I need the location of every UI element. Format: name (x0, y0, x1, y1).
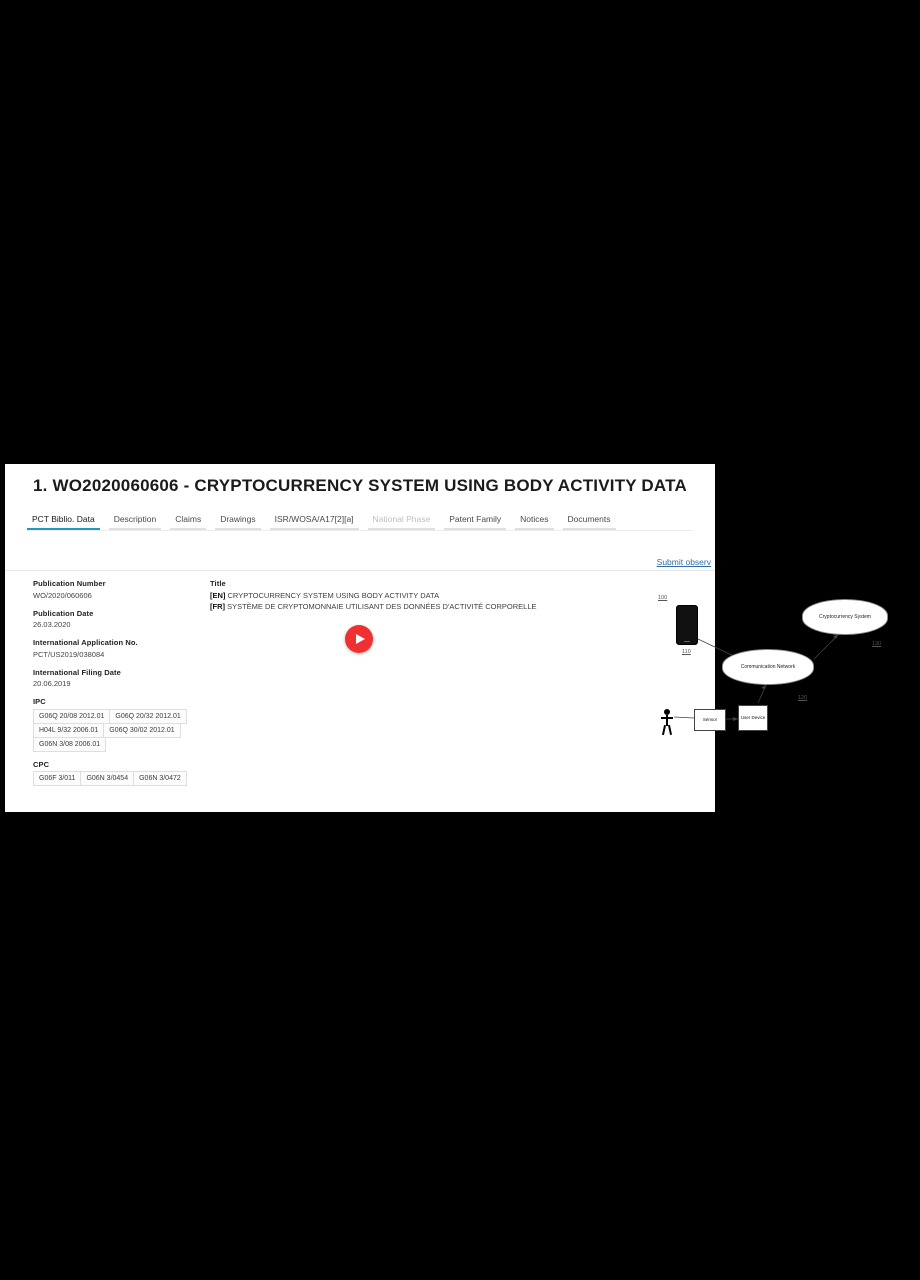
box-sensor: Sensor (694, 709, 726, 731)
tab-patent-family[interactable]: Patent Family (444, 514, 506, 530)
tab-pct-biblio-data[interactable]: PCT Biblio. Data (27, 514, 100, 530)
submit-observation-link[interactable]: Submit observ (656, 557, 711, 567)
field-cpc (33, 760, 210, 786)
cpc-chip[interactable]: G06N 3/0472 (133, 771, 187, 786)
figure-ref-130: 130 (872, 641, 882, 647)
ipc-chip[interactable]: G06N 3/08 2006.01 (33, 737, 106, 752)
ipc-code-list (33, 709, 210, 751)
field-international-application-no (33, 638, 210, 659)
figure-ref-110: 110 (682, 649, 691, 655)
cloud-cryptocurrency-system: Cryptocurrency System (802, 599, 888, 635)
ipc-chip[interactable]: G06Q 30/02 2012.01 (103, 723, 180, 738)
field-publication-number (33, 579, 210, 600)
international-filing-date-label: International Filing Date (33, 667, 121, 677)
play-triangle-icon (356, 634, 365, 644)
biblio-content (5, 571, 882, 794)
title-label: Title (210, 579, 226, 588)
field-ipc (33, 697, 210, 751)
tab-documents[interactable]: Documents (563, 514, 616, 530)
cpc-chip[interactable]: G06F 3/011 (33, 771, 81, 786)
smartphone-illustration (676, 605, 698, 645)
page-title: 1. WO2020060606 - CRYPTOCURRENCY SYSTEM USING BODY ACTIVITY DATA (33, 476, 687, 495)
tab-national-phase: National Phase (368, 514, 436, 530)
figure-ref-120: 120 (798, 695, 808, 701)
document-tabs[interactable] (5, 506, 715, 530)
field-international-filing-date (33, 668, 210, 689)
tab-notices[interactable]: Notices (515, 514, 553, 530)
observation-row (5, 543, 715, 571)
tab-claims[interactable]: Claims (170, 514, 206, 530)
tab-drawings[interactable]: Drawings (215, 514, 260, 530)
ipc-chip[interactable]: H04L 9/32 2006.01 (33, 723, 104, 738)
international-application-no-value: PCT/US2019/038084 (33, 649, 105, 659)
biblio-right-column (210, 579, 882, 794)
patent-figure (630, 587, 920, 757)
panel-bottom-fade (5, 808, 715, 812)
ipc-chip[interactable]: G06Q 20/08 2012.01 (33, 709, 110, 724)
cloud-communication-network: Communication Network (722, 649, 814, 685)
person-icon (660, 709, 674, 735)
ipc-label: IPC (33, 697, 46, 706)
ipc-chip[interactable]: G06Q 20/32 2012.01 (109, 709, 186, 724)
tabs-divider (27, 530, 693, 531)
cpc-code-list (33, 771, 210, 785)
publication-number-label: Publication Number (33, 579, 106, 588)
publication-date-value: 26.03.2020 (33, 620, 71, 629)
title-en-text: CRYPTOCURRENCY SYSTEM USING BODY ACTIVITY DATA (227, 590, 440, 600)
publication-date-label: Publication Date (33, 608, 94, 618)
figure-ref-100: 100 (658, 595, 668, 601)
international-filing-date-value: 20.06.2019 (33, 679, 71, 688)
title-en-tag: [EN] (210, 590, 226, 600)
title-fr-tag: [FR] (210, 601, 225, 611)
title-fr-text: SYSTÈME DE CRYPTOMONNAIE UTILISANT DES DONNÉES D'ACTIVITÉ CORPORELLE (227, 601, 537, 611)
tab-description[interactable]: Description (109, 514, 162, 530)
publication-number-value: WO/2020/060606 (33, 590, 92, 600)
cpc-label: CPC (33, 759, 50, 769)
field-publication-date (33, 609, 210, 630)
cpc-chip[interactable]: G06N 3/0454 (80, 771, 134, 786)
play-button[interactable] (345, 625, 373, 653)
international-application-no-label: International Application No. (33, 638, 138, 647)
tab-isr-wosa[interactable]: ISR/WOSA/A17[2][a] (270, 514, 359, 530)
box-user-device: User Device (738, 705, 768, 731)
biblio-left-column (5, 579, 210, 794)
